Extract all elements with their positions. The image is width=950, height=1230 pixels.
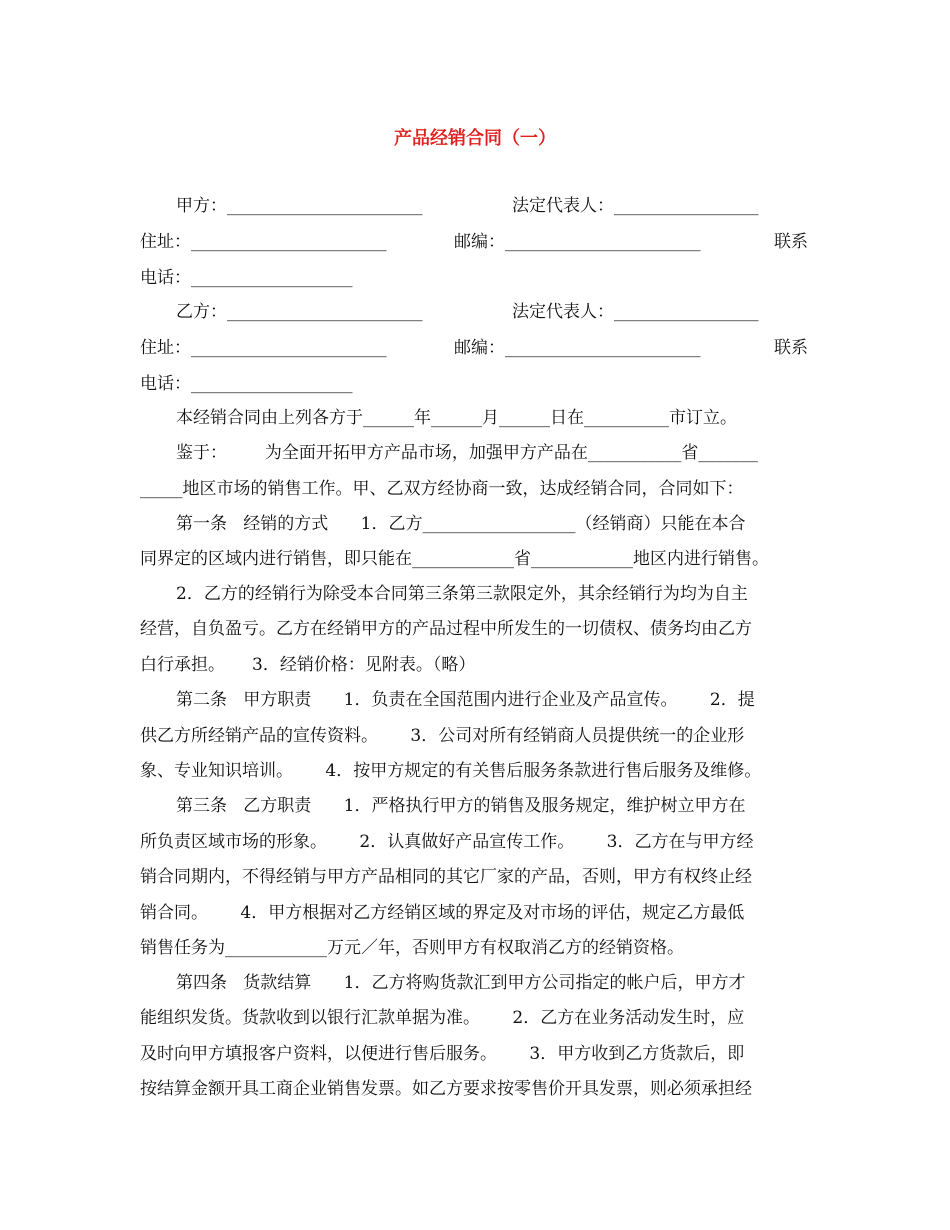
- party-b-contact-label: 联系: [774, 338, 808, 358]
- party-b-address-field: 住址：_______________________: [140, 338, 387, 358]
- party-b-name-field: 乙方：_______________________: [176, 302, 423, 322]
- body-line: 第四条 货款结算 1．乙方将购货款汇到甲方公司指定的帐户后，甲方才: [176, 973, 746, 993]
- document-title: 产品经销合同（一）: [394, 128, 556, 149]
- party-a-phone-field: 电话：___________________: [140, 268, 353, 288]
- party-a-address-field: 住址：_______________________: [140, 232, 387, 252]
- body-line: 能组织发货。货款收到以银行汇款单据为准。 2．乙方在业务活动发生时，应: [140, 1008, 745, 1028]
- body-line: 经营，自负盈亏。乙方在经销甲方的产品过程中所发生的一切债权、债务均由乙方: [140, 619, 752, 639]
- body-line: 本经销合同由上列各方于______年______月______日在__________市订立。: [176, 408, 737, 428]
- party-a-name-field: 甲方：_______________________: [176, 196, 423, 216]
- body-line: 2．乙方的经销行为除受本合同第三条第三款限定外，其余经销行为均为自主: [176, 584, 748, 604]
- body-line: _____地区市场的销售工作。甲、乙双方经协商一致，达成经销合同，合同如下：: [140, 479, 744, 499]
- body-line: 销合同期内，不得经销与甲方产品相同的其它厂家的产品，否则，甲方有权终止经: [140, 867, 752, 887]
- party-a-postcode-field: 邮编：_______________________: [454, 232, 701, 252]
- body-line: 供乙方所经销产品的宣传资料。 3．公司对所有经销商人员提供统一的企业形: [140, 726, 745, 746]
- body-line: 销合同。 4．甲方根据对乙方经销区域的界定及对市场的评估，规定乙方最低: [140, 903, 745, 923]
- body-line: 第二条 甲方职责 1．负责在全国范围内进行企业及产品宣传。 2．提: [176, 690, 755, 710]
- party-b-phone-field: 电话：___________________: [140, 374, 353, 394]
- party-b-legal-rep-field: 法定代表人：_________________: [512, 302, 759, 322]
- body-line: 销售任务为____________万元／年，否则甲方有权取消乙方的经销资格。: [140, 938, 684, 958]
- party-a-contact-label: 联系: [774, 232, 808, 252]
- body-line: 白行承担。 3．经销价格：见附表。（略）: [140, 655, 476, 675]
- body-line: 同界定的区域内进行销售，即只能在____________省____________地区内进行销售。: [140, 549, 769, 569]
- body-line: 第三条 乙方职责 1．严格执行甲方的销售及服务规定，维护树立甲方在: [176, 796, 746, 816]
- body-line: 第一条 经销的方式 1．乙方__________________（经销商）只能在本合: [176, 514, 746, 534]
- party-a-legal-rep-field: 法定代表人：_________________: [512, 196, 759, 216]
- body-line: 及时向甲方填报客户资料，以便进行售后服务。 3．甲方收到乙方货款后，即: [140, 1044, 745, 1064]
- body-line: 按结算金额开具工商企业销售发票。如乙方要求按零售价开具发票，则必须承担经: [140, 1079, 752, 1099]
- party-b-postcode-field: 邮编：_______________________: [454, 338, 701, 358]
- body-line: 象、专业知识培训。 4．按甲方规定的有关售后服务条款进行售后服务及维修。: [140, 761, 762, 781]
- body-line: 鉴于： 为全面开拓甲方产品市场，加强甲方产品在___________省_______: [176, 443, 758, 463]
- body-line: 所负责区域市场的形象。 2．认真做好产品宣传工作。 3．乙方在与甲方经: [140, 832, 754, 852]
